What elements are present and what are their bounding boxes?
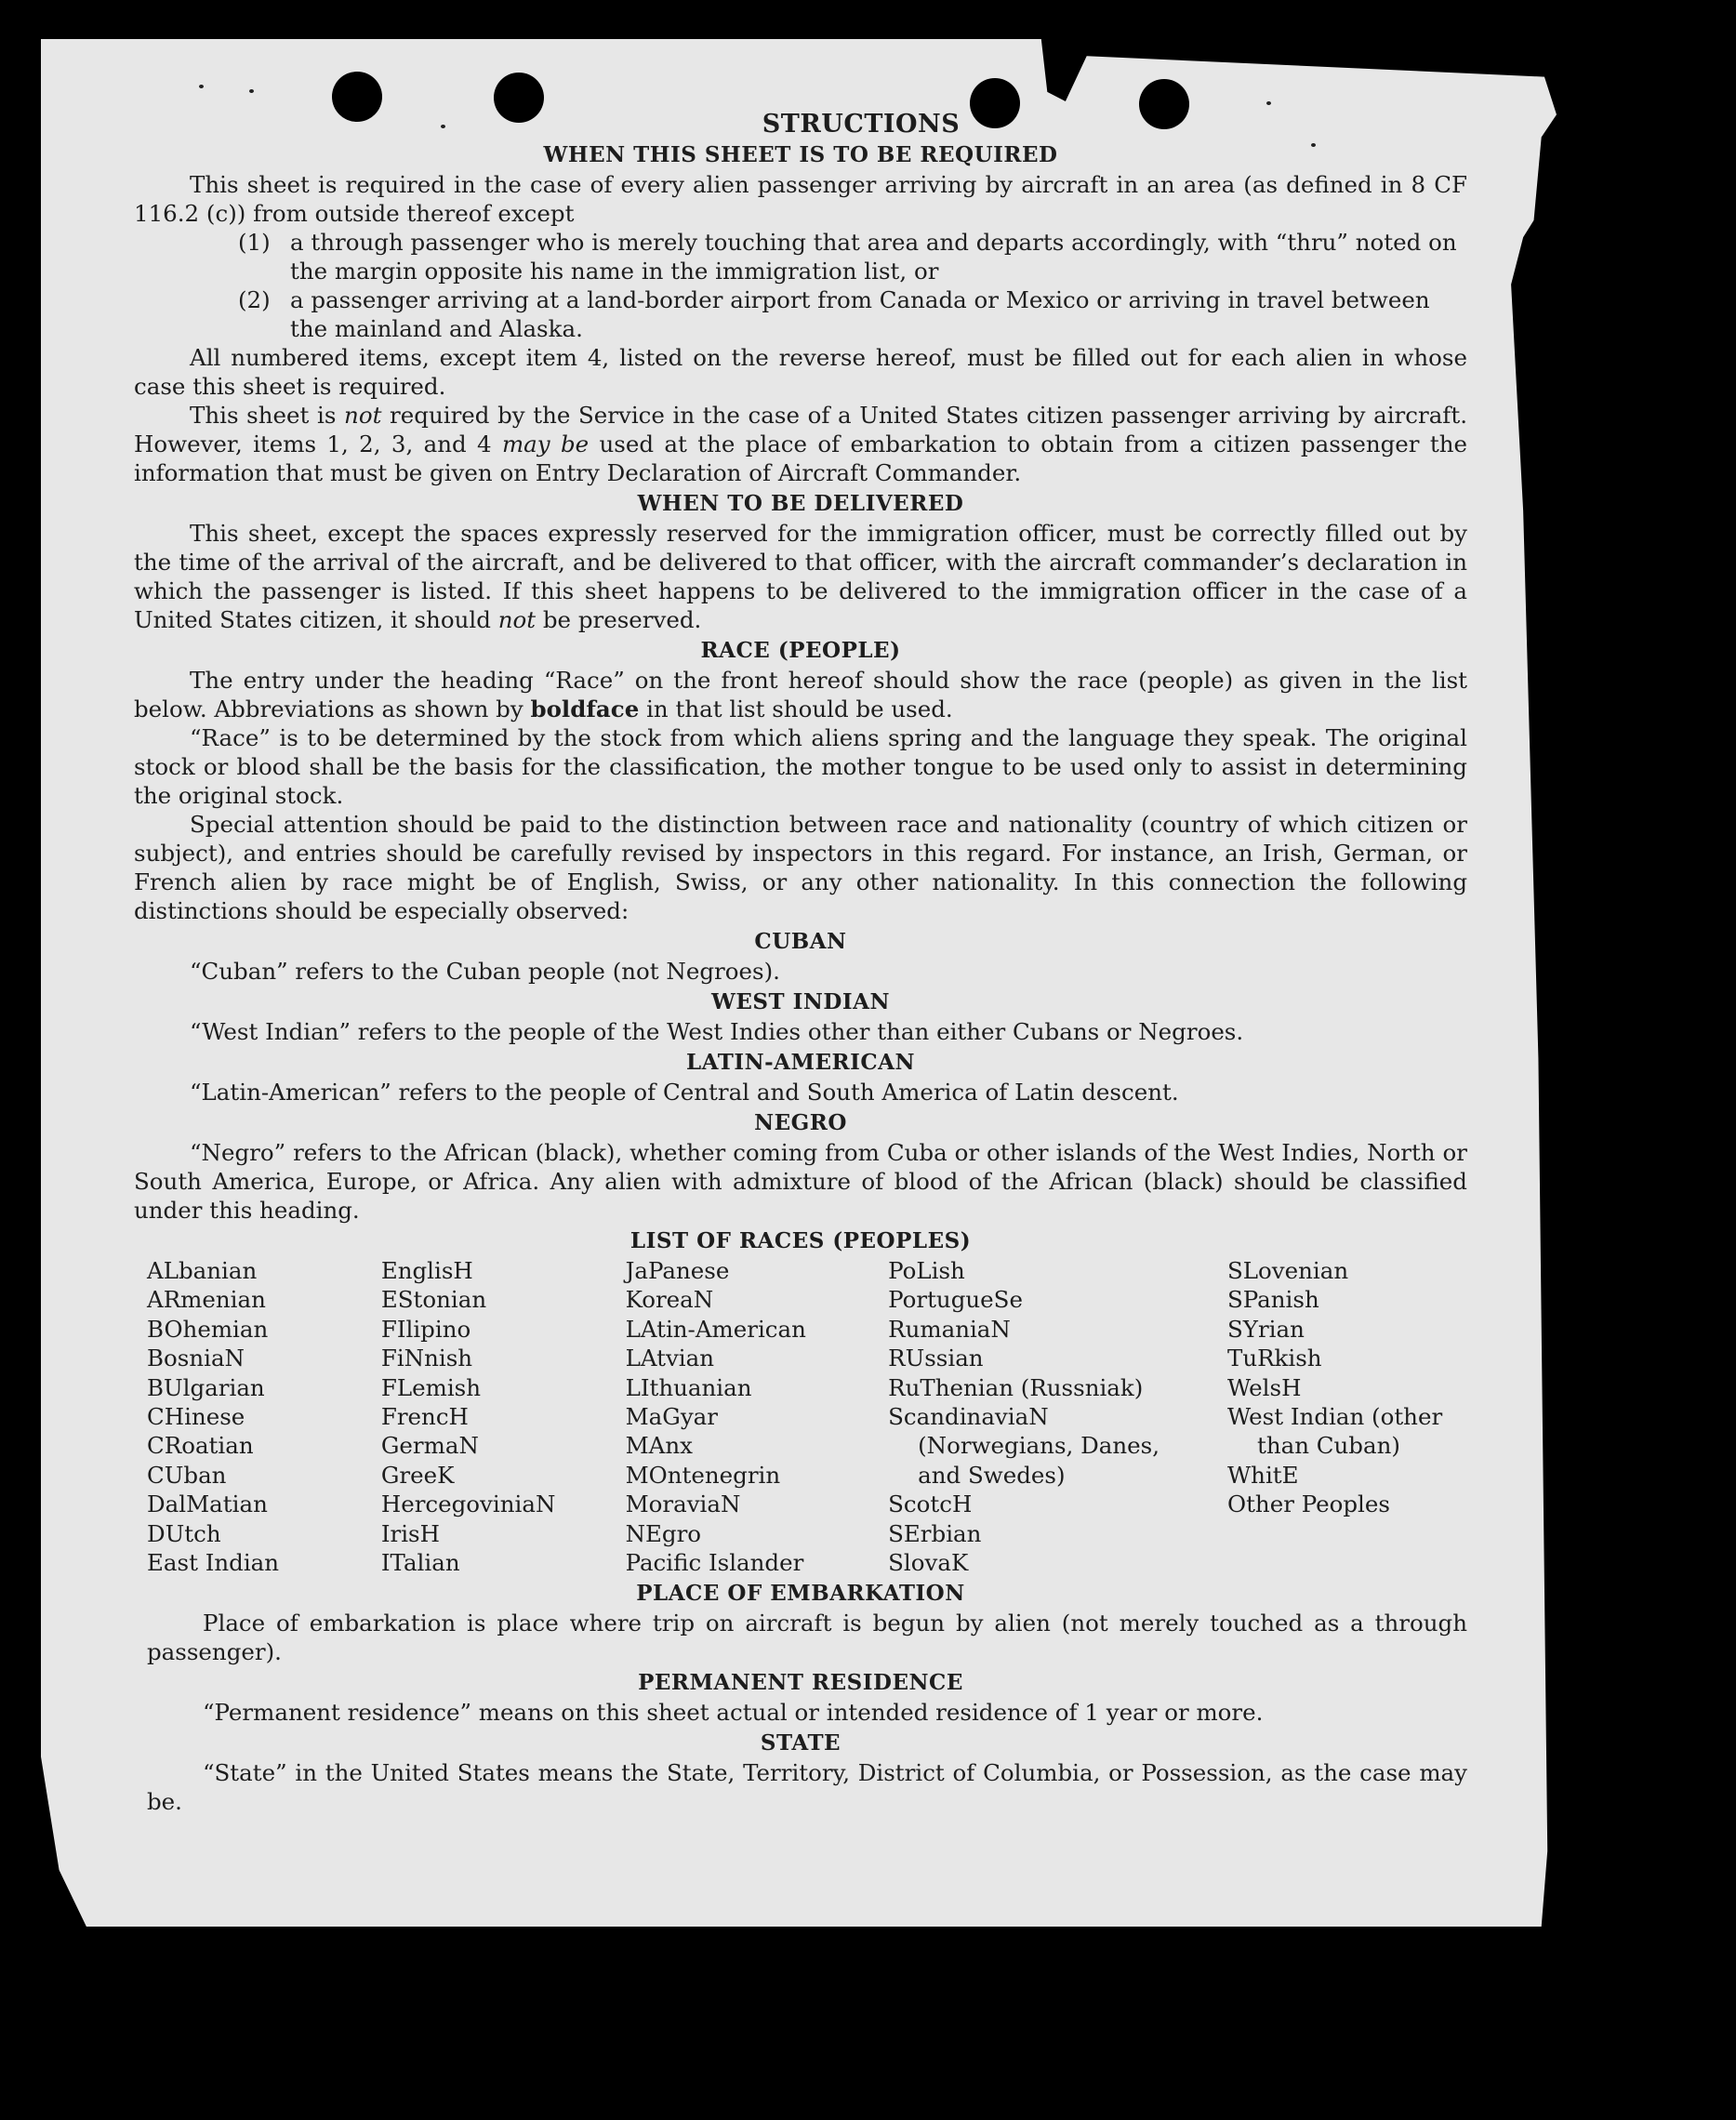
text-run: This sheet, except the spaces expressly reserved for the immigration officer, must be correctly filled out by the time of the arrival of the aircraft, and be delivered to that officer, with the aircraft commander’s declaration in which the passenger is listed. If this sheet happens to be delivered to the immigration officer in the case of a United States citizen, it should <box>134 520 1467 633</box>
race-entry: Pacific Islander <box>625 1549 804 1577</box>
race-entry: MaGyar <box>625 1403 718 1431</box>
exception-text: a through passenger who is merely touching that area and departs accordingly, with “thru” noted on the margin opposite his name in the immigration list, or <box>290 229 1457 285</box>
heading-negro: NEGRO <box>754 1110 847 1135</box>
race-entry: LIthuanian <box>625 1373 752 1401</box>
race-entry: BosniaN <box>147 1345 245 1372</box>
race-entry: EnglisH <box>380 1257 473 1284</box>
exception-text: a passenger arriving at a land-border airport from Canada or Mexico or arriving in travel between the mainland and Alaska. <box>290 286 1430 342</box>
race-entry: PortugueSe <box>888 1286 1023 1314</box>
exception-item-2 <box>238 285 1467 343</box>
race-column-4 <box>888 1256 1227 1577</box>
heading-instructions: STRUCTIONS <box>762 110 961 139</box>
race-entry: KoreaN <box>625 1286 714 1314</box>
race-entry: PoLish <box>888 1257 965 1284</box>
paragraph-numbered-items: All numbered items, except item 4, listed on the reverse hereof, must be filled out for each alien in whose case this sheet is required. <box>134 344 1467 400</box>
race-entry: ScotcH <box>888 1491 973 1518</box>
heading-cuban: CUBAN <box>754 929 847 954</box>
exception-number: (1) <box>238 229 271 256</box>
text-run: required by the Service in the case of a United States citizen passenger arriving by aircraft. However, items 1, 2, 3, and 4 <box>134 402 1467 457</box>
exception-item-1 <box>238 228 1467 285</box>
race-entry: SYrian <box>1226 1315 1305 1343</box>
race-entry: SPanish <box>1226 1286 1319 1314</box>
text-run: in that list should be used. <box>639 696 953 722</box>
paragraph-negro: “Negro” refers to the African (black), whether coming from Cuba or other islands of the West Indies, North or South America, Europe, or Africa. Any alien with admixture of blood of the African (black) should be classified under this heading. <box>134 1139 1467 1224</box>
paragraph-required-intro: This sheet is required in the case of every alien passenger arriving by aircraft in an area (as defined in 8 CF 116.2 (c)) from outside thereof except <box>134 171 1467 227</box>
race-entry: ITalian <box>380 1549 460 1577</box>
race-column-3 <box>626 1256 889 1577</box>
paragraph-race-entry <box>134 666 1467 723</box>
text-run: The entry under the heading “Race” on the front hereof should show the race (people) as given in the list below. Abbreviations as shown by <box>134 667 1467 722</box>
race-entry: SErbian <box>888 1519 982 1547</box>
paragraph-citizen-passenger <box>134 401 1467 487</box>
race-list <box>147 1256 1467 1577</box>
emphasis-text: may be <box>501 431 590 457</box>
race-entry: MOntenegrin <box>625 1461 781 1489</box>
race-entry: West Indian (other than Cuban) <box>1226 1403 1443 1460</box>
race-entry: FrencH <box>380 1403 469 1431</box>
text-run: be preserved. <box>536 606 702 633</box>
race-column-2 <box>381 1256 626 1577</box>
race-entry: IrisH <box>380 1519 440 1547</box>
speck <box>1616 766 1621 770</box>
race-entry: DUtch <box>147 1519 221 1547</box>
race-entry: GreeK <box>380 1461 455 1489</box>
paragraph-cuban: “Cuban” refers to the Cuban people (not Negroes). <box>190 958 780 985</box>
heading-west-indian: WEST INDIAN <box>711 989 890 1014</box>
race-entry: GermaN <box>380 1432 479 1460</box>
race-entry: LAtin-American <box>625 1315 806 1343</box>
speck <box>199 85 204 88</box>
race-entry: CRoatian <box>147 1432 254 1460</box>
race-entry: TuRkish <box>1226 1345 1322 1372</box>
heading-race: RACE (PEOPLE) <box>700 638 901 663</box>
race-entry: EStonian <box>380 1286 487 1314</box>
emphasis-text: not <box>344 402 382 429</box>
race-entry: DalMatian <box>147 1491 268 1518</box>
heading-when-delivered: WHEN TO BE DELIVERED <box>637 491 964 516</box>
race-entry: RUssian <box>888 1345 984 1372</box>
race-entry: FLemish <box>380 1373 482 1401</box>
race-entry: JaPanese <box>625 1257 730 1284</box>
race-entry: HercegoviniaN <box>380 1491 556 1518</box>
document-content <box>134 110 1467 1816</box>
text-run: This sheet is <box>190 402 345 429</box>
paragraph-residence: “Permanent residence” means on this sheet actual or intended residence of 1 year or more. <box>203 1699 1264 1727</box>
paragraph-delivery <box>134 519 1467 634</box>
paragraph-race-nationality: Special attention should be paid to the distinction between race and nationality (country of which citizen or subject), and entries should be carefully revised by inspectors in this regard. For instance, an Irish, German, or French alien by race might be of English, Swiss, or any other nationality. In this connection the following distinctions should be especially observed: <box>134 811 1467 924</box>
race-entry: ScandinaviaN (Norwegians, Danes, and Swedes) <box>888 1403 1160 1489</box>
race-entry: FiNnish <box>380 1345 473 1372</box>
paragraph-embarkation: Place of embarkation is place where trip on aircraft is begun by alien (not merely touched as a through passenger). <box>147 1610 1467 1666</box>
race-entry: East Indian <box>147 1549 280 1577</box>
race-entry: MoraviaN <box>625 1491 741 1518</box>
race-entry: Other Peoples <box>1226 1491 1390 1518</box>
race-entry: BUlgarian <box>147 1373 265 1401</box>
race-entry: RuThenian (Russniak) <box>888 1373 1144 1401</box>
paragraph-latin-american: “Latin-American” refers to the people of Central and South America of Latin descent. <box>190 1079 1179 1106</box>
emphasis-text: not <box>497 606 537 633</box>
race-entry: WelsH <box>1226 1373 1302 1401</box>
race-column-1 <box>147 1256 381 1577</box>
exception-number: (2) <box>238 286 271 313</box>
speck <box>249 89 254 93</box>
paragraph-state: “State” in the United States means the State, Territory, District of Columbia, or Possession, as the case may be. <box>147 1759 1467 1816</box>
race-entry: LAtvian <box>625 1345 715 1372</box>
race-entry: SLovenian <box>1226 1257 1349 1284</box>
race-entry: CHinese <box>147 1403 245 1431</box>
paragraph-race-stock: “Race” is to be determined by the stock from which aliens spring and the language they speak. The original stock or blood shall be the basis for the classification, the mother tongue to be used only to assist in determining the original stock. <box>134 724 1467 809</box>
heading-list-of-races: LIST OF RACES (PEOPLES) <box>629 1228 972 1253</box>
bold-text: boldface <box>530 696 640 722</box>
race-column-5 <box>1227 1256 1467 1577</box>
heading-state: STATE <box>760 1730 841 1756</box>
heading-when-required: WHEN THIS SHEET IS TO BE REQUIRED <box>543 142 1058 167</box>
paragraph-west-indian: “West Indian” refers to the people of the West Indies other than either Cubans or Negroes. <box>190 1018 1244 1045</box>
heading-latin-american: LATIN-AMERICAN <box>685 1050 916 1075</box>
speck <box>1266 101 1271 105</box>
race-entry: BOhemian <box>147 1315 269 1343</box>
race-entry: NEgro <box>625 1519 702 1547</box>
heading-place-of-embarkation: PLACE OF EMBARKATION <box>636 1581 965 1607</box>
heading-permanent-residence: PERMANENT RESIDENCE <box>638 1670 963 1696</box>
race-entry: ALbanian <box>147 1257 258 1284</box>
race-entry: FIlipino <box>380 1315 471 1343</box>
race-entry: ARmenian <box>147 1286 266 1314</box>
race-entry: SlovaK <box>888 1549 969 1577</box>
race-entry: MAnx <box>625 1432 693 1460</box>
race-entry: RumaniaN <box>888 1315 1011 1343</box>
race-entry: WhitE <box>1226 1461 1299 1489</box>
race-entry: CUban <box>147 1461 227 1489</box>
text-run: used at the place of embarkation to obtain from a citizen passenger the information that must be given on Entry Declaration of Aircraft Commander. <box>134 431 1467 486</box>
